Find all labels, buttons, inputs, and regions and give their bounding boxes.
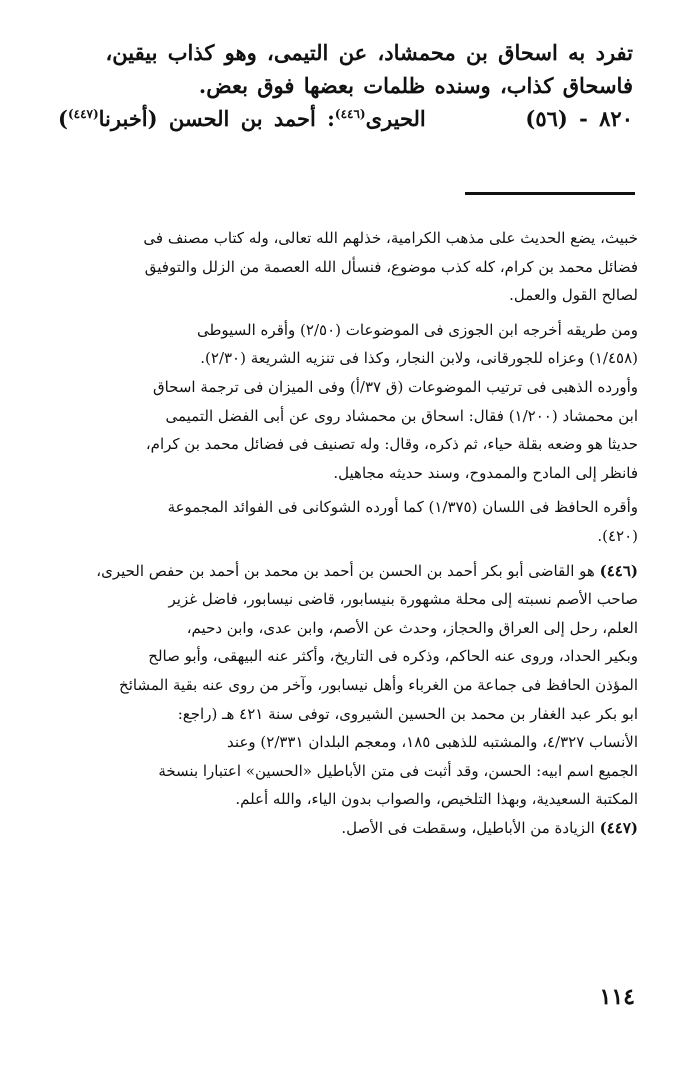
note-line: الأنساب ٤/٣٢٧، والمشتبه للذهبى ١٨٥، ومعجم البلدان ٢/٣٣١) وعند bbox=[227, 733, 638, 752]
hadith-closing: ) bbox=[58, 106, 68, 131]
footnote-447-label: (٤٤٧) bbox=[599, 818, 638, 837]
page-number: ١١٤ bbox=[599, 984, 635, 1010]
note-line: المؤذن الحافظ فى جماعة من الغرباء وأهل نيسابور، وآخر من روى عنه بقية المشائخ bbox=[119, 675, 638, 694]
footnote-446-label: (٤٤٦) bbox=[599, 561, 638, 580]
note-line: ابن محمشاد (١/٢٠٠) فقال: اسحاق بن محمشاد روى عن أبى الفضل التميمى bbox=[165, 406, 638, 425]
note-line: لصالح القول والعمل. bbox=[509, 286, 638, 305]
note-line: وبكير الحداد، وروى عنه الحاكم، وذكره فى التاريخ، وأكثر عنه البيهقى، وأبو صالح bbox=[148, 647, 638, 666]
note-line: الجميع اسم ابيه: الحسن، وقد أثبت فى متن الأباطيل «الحسين» اعتبارا بنسخة bbox=[158, 761, 638, 780]
note-line: (١/٤٥٨) وعزاه للجورقانى، ولابن النجار، وكذا فى تنزيه الشريعة (٢/٣٠). bbox=[200, 349, 638, 368]
text-footnote-ref: (٤٤٧) bbox=[67, 107, 99, 121]
main-line-2: فاسحاق كذاب، وسنده ظلمات بعضها فوق بعض. bbox=[198, 73, 633, 98]
narrator-footnote-ref: (٤٤٦) bbox=[334, 107, 366, 121]
footnote-447 bbox=[58, 814, 638, 843]
note-line: وأورده الذهبى فى ترتيب الموضوعات (ق ٣٧/أ) وفى الميزان فى ترجمة اسحاق bbox=[152, 377, 638, 396]
narrator-name: الحيرى bbox=[365, 106, 426, 131]
footnote-446-first-line bbox=[58, 557, 638, 586]
note-line: العلم، رحل إلى العراق والحجاز، وحدث عن الأصم، وابن عدى، وابن دحيم، bbox=[186, 618, 638, 637]
footnote-447-text: الزيادة من الأباطيل، وسقطت فى الأصل. bbox=[341, 818, 595, 837]
note-line: (٤٢٠). bbox=[597, 526, 638, 545]
hadith-chain bbox=[58, 102, 426, 135]
note-line: خبيث، يضع الحديث على مذهب الكرامية، خذلهم الله تعالى، وله كتاب مصنف فى bbox=[143, 229, 638, 247]
note-line: وأقره الحافظ فى اللسان (١/٣٧٥) كما أورده الشوكانى فى الفوائد المجموعة bbox=[167, 498, 638, 517]
hadith-number: ٨٢٠ - (٥٦) bbox=[525, 106, 633, 131]
main-text bbox=[58, 36, 633, 135]
hadith-heading bbox=[58, 102, 633, 135]
footnote-separator bbox=[465, 192, 635, 195]
footnotes bbox=[58, 224, 638, 842]
note-line: صاحب الأصم نسبته إلى محلة مشهورة بنيسابور، قاضى نيسابور، فاضل غزير bbox=[168, 590, 638, 609]
note-line: ومن طريقه أخرجه ابن الجوزى فى الموضوعات (٢/٥٠) وأقره السيوطى bbox=[196, 320, 638, 339]
footnote-446-text: هو القاضى أبو بكر أحمد بن الحسن بن أحمد بن محمد بن أحمد بن حفص الحيرى، bbox=[96, 561, 595, 580]
main-line-1: تفرد به اسحاق بن محمشاد، عن التيمى، وهو كذاب بيقين، bbox=[105, 40, 633, 65]
hadith-text: : أحمد بن الحسن (أخبرنا bbox=[98, 106, 335, 131]
note-line: ابو بكر عبد الغفار بن محمد بن الحسين الشيروى، توفى سنة ٤٢١ هـ (راجع: bbox=[177, 704, 638, 723]
note-line: المكتبة السعيدية، وبهذا التلخيص، والصواب بدون الياء، والله أعلم. bbox=[235, 790, 638, 809]
note-line: فانظر إلى المادح والممدوح، وسند حديثه مجاهيل. bbox=[333, 463, 638, 482]
note-line: فضائل محمد بن كرام، كله كذب موضوع، فنسأل الله العصمة من الزلل والتوفيق bbox=[144, 257, 638, 276]
note-line: حديثا هو وضعه بقلة حياء، ثم ذكره، وقال: وله تصنيف فى فضائل محمد بن كرام، bbox=[145, 435, 638, 454]
